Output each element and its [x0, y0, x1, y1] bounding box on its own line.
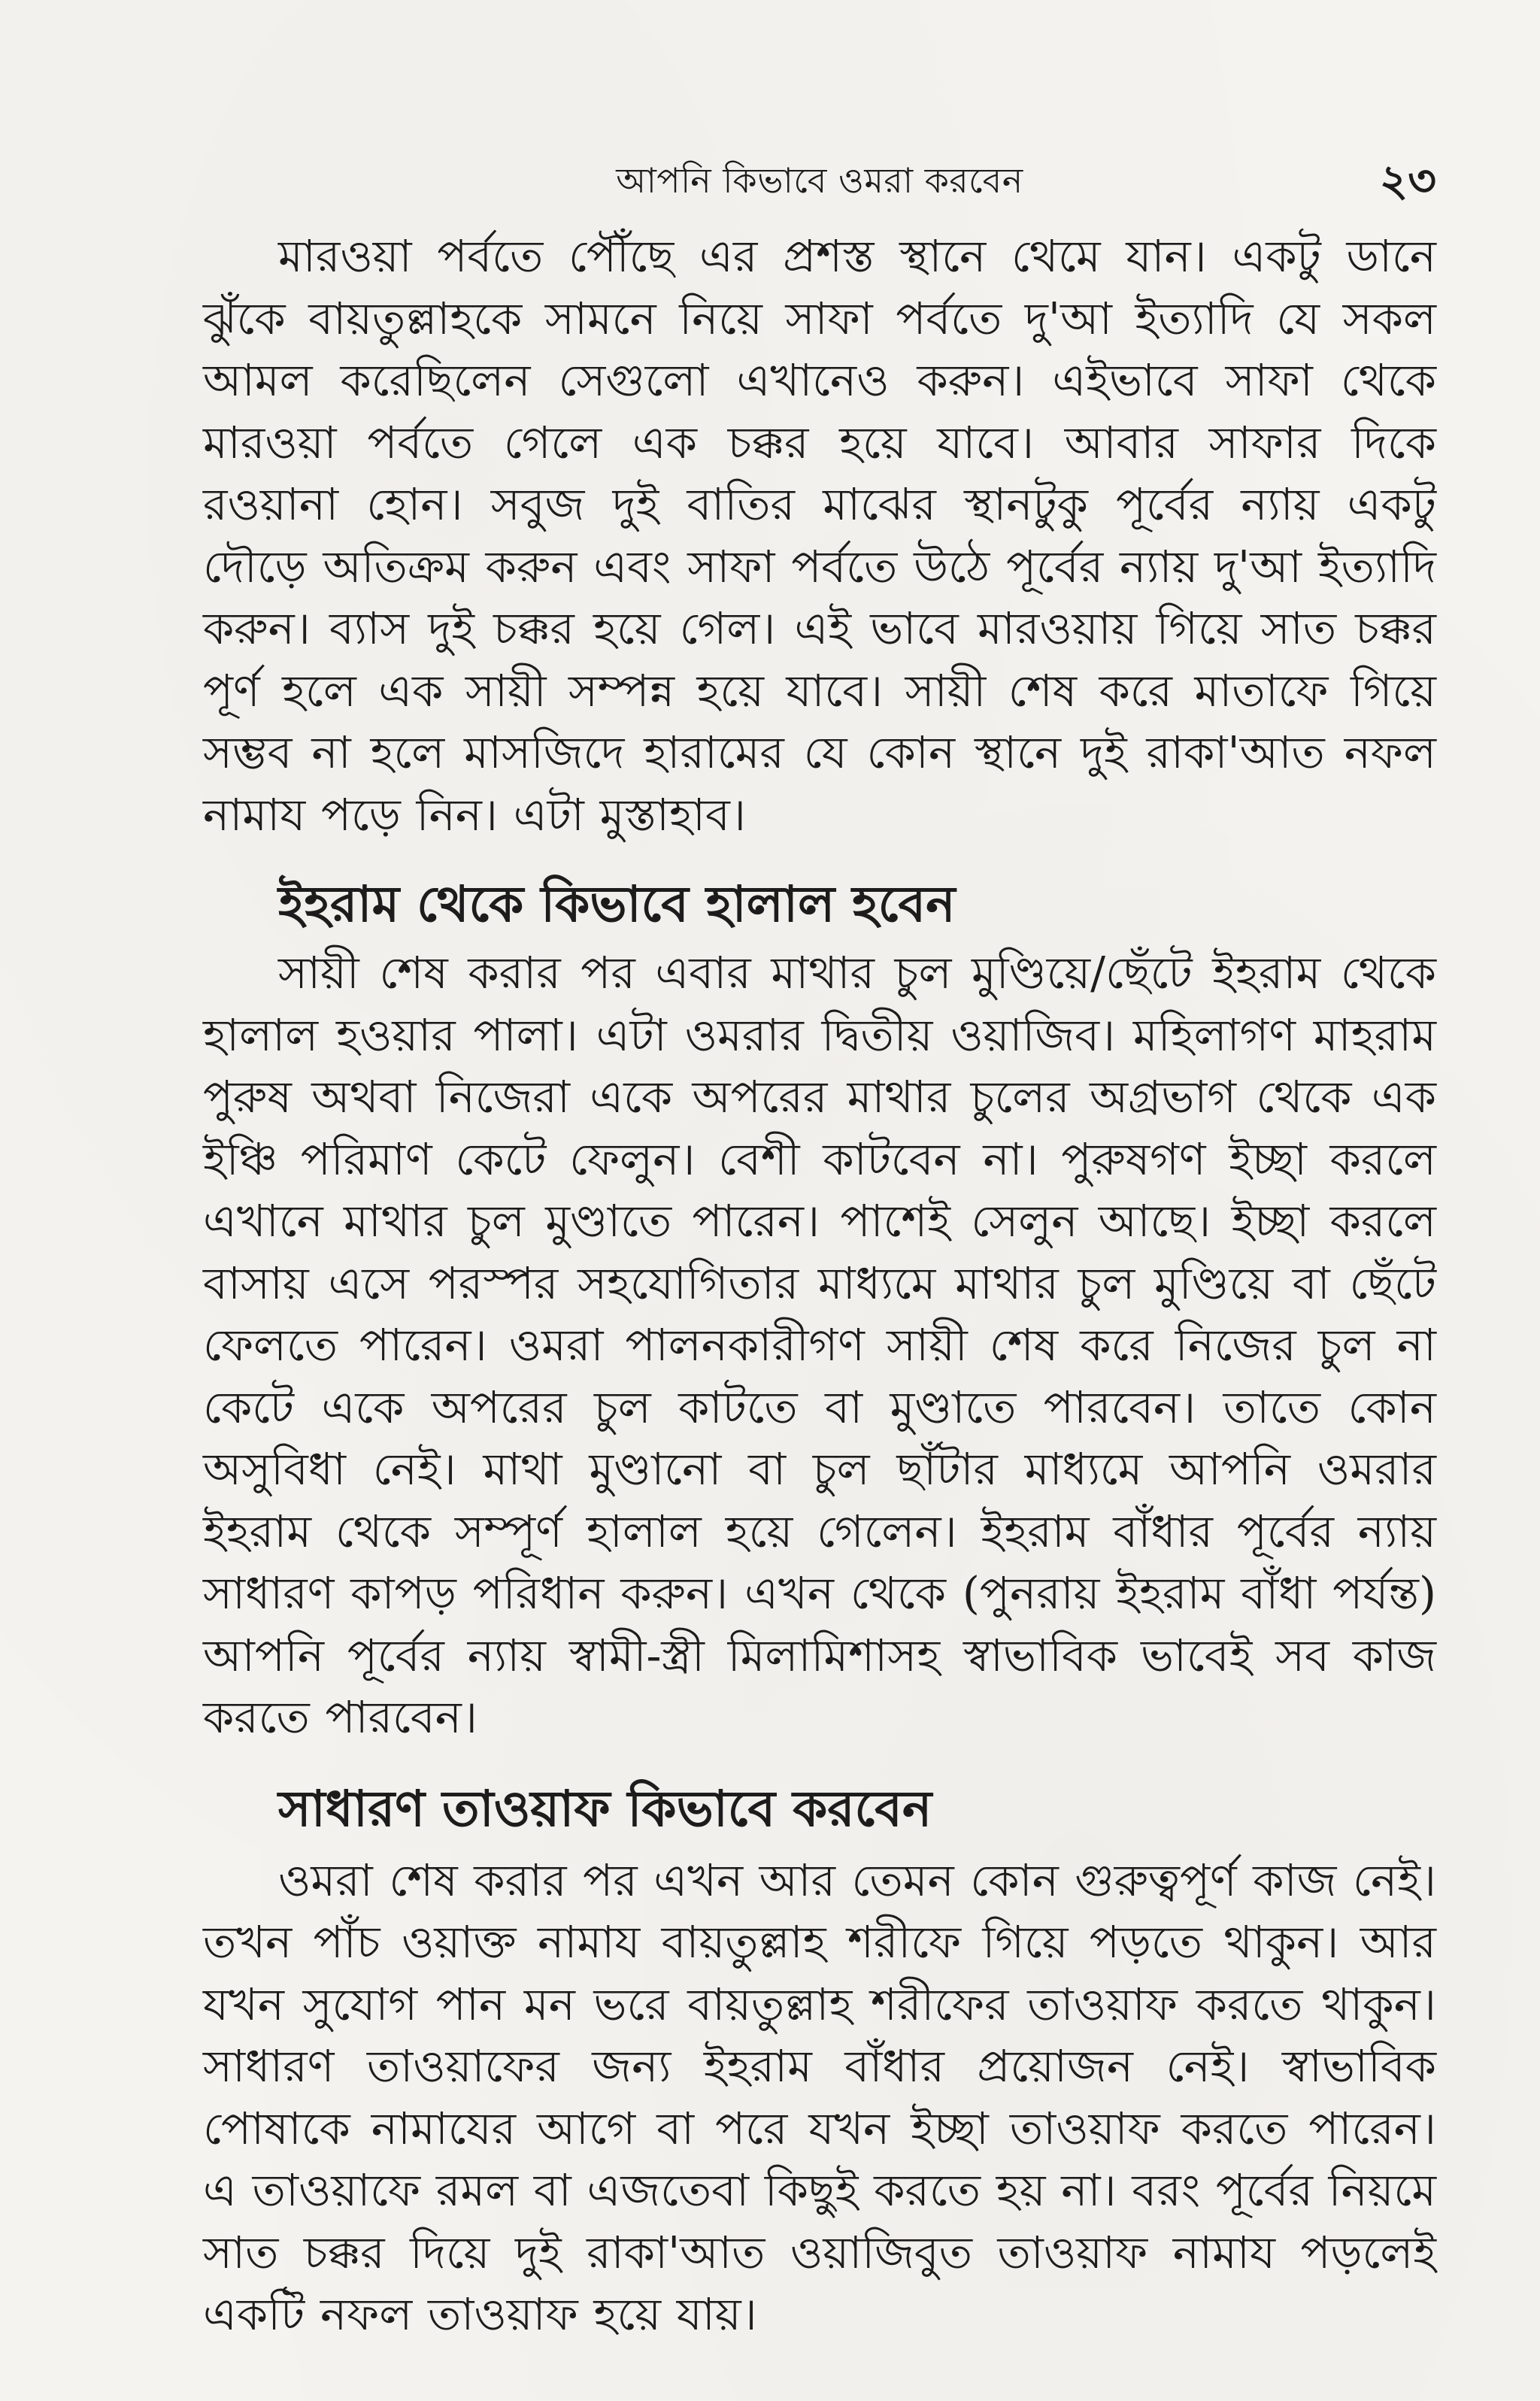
- page-number: ২৩: [1379, 155, 1436, 206]
- running-header: [203, 150, 1436, 211]
- paragraph-halal: সায়ী শেষ করার পর এবার মাথার চুল মুণ্ডিয়ে/ছেঁটে ইহরাম থেকে হালাল হওয়ার পালা। এটা ওমরার দ্বিতীয় ওয়াজিব। মহিলাগণ মাহরাম পুরুষ অথবা নিজেরা একে অপরের মাথার চুলের অগ্রভাগ থেকে এক ইঞ্চি পরিমাণ কেটে ফেলুন। বেশী কাটবেন না। পুরুষগণ ইচ্ছা করলে এখানে মাথার চুল মুণ্ডাতে পারেন। পাশেই সেলুন আছে। ইচ্ছা করলে বাসায় এসে পরস্পর সহযোগিতার মাধ্যমে মাথার চুল মুণ্ডিয়ে বা ছেঁটে ফেলতে পারেন। ওমরা পালনকারীগণ সায়ী শেষ করে নিজের চুল না কেটে একে অপরের চুল কাটতে বা মুণ্ডাতে পারবেন। তাতে কোন অসুবিধা নেই। মাথা মুণ্ডানো বা চুল ছাঁটার মাধ্যমে আপনি ওমরার ইহরাম থেকে সম্পূর্ণ হালাল হয়ে গেলেন। ইহরাম বাঁধার পূর্বের ন্যায় সাধারণ কাপড় পরিধান করুন। এখন থেকে (পুনরায় ইহরাম বাঁধা পর্যন্ত) আপনি পূর্বের ন্যায় স্বামী-স্ত্রী মিলামিশাসহ স্বাভাবিক ভাবেই সব কাজ করতে পারবেন।: [203, 947, 1436, 1743]
- running-title: আপনি কিভাবে ওমরা করবেন: [616, 160, 1023, 201]
- page-body: [203, 226, 1436, 2346]
- paragraph-tawaf: ওমরা শেষ করার পর এখন আর তেমন কোন গুরুত্বপূর্ণ কাজ নেই। তখন পাঁচ ওয়াক্ত নামায বায়তুল্লাহ শরীফে গিয়ে পড়তে থাকুন। আর যখন সুযোগ পান মন ভরে বায়তুল্লাহ শরীফের তাওয়াফ করতে থাকুন। সাধারণ তাওয়াফের জন্য ইহরাম বাঁধার প্রয়োজন নেই। স্বাভাবিক পোষাকে নামাযের আগে বা পরে যখন ইচ্ছা তাওয়াফ করতে পারেন। এ তাওয়াফে রমল বা এজতেবা কিছুই করতে হয় না। বরং পূর্বের নিয়মে সাত চক্কর দিয়ে দুই রাকা'আত ওয়াজিবুত তাওয়াফ নামায পড়লেই একটি নফল তাওয়াফ হয়ে যায়।: [203, 1854, 1436, 2340]
- section-heading-halal: ইহরাম থেকে কিভাবে হালাল হবেন: [278, 875, 956, 933]
- section-heading-tawaf: সাধারণ তাওয়াফ কিভাবে করবেন: [278, 1779, 932, 1838]
- paragraph-sayee-completion: মারওয়া পর্বতে পৌঁছে এর প্রশস্ত স্থানে থেমে যান। একটু ডানে ঝুঁকে বায়তুল্লাহকে সামনে নিয়ে সাফা পর্বতে দু'আ ইত্যাদি যে সকল আমল করেছিলেন সেগুলো এখানেও করুন। এইভাবে সাফা থেকে মারওয়া পর্বতে গেলে এক চক্কর হয়ে যাবে। আবার সাফার দিকে রওয়ানা হোন। সবুজ দুই বাতির মাঝের স্থানটুকু পূর্বের ন্যায় একটু দৌড়ে অতিক্রম করুন এবং সাফা পর্বতে উঠে পূর্বের ন্যায় দু'আ ইত্যাদি করুন। ব্যাস দুই চক্কর হয়ে গেল। এই ভাবে মারওয়ায় গিয়ে সাত চক্কর পূর্ণ হলে এক সায়ী সম্পন্ন হয়ে যাবে। সায়ী শেষ করে মাতাফে গিয়ে সম্ভব না হলে মাসজিদে হারামের যে কোন স্থানে দুই রাকা'আত নফল নামায পড়ে নিন। এটা মুস্তাহাব।: [203, 230, 1436, 841]
